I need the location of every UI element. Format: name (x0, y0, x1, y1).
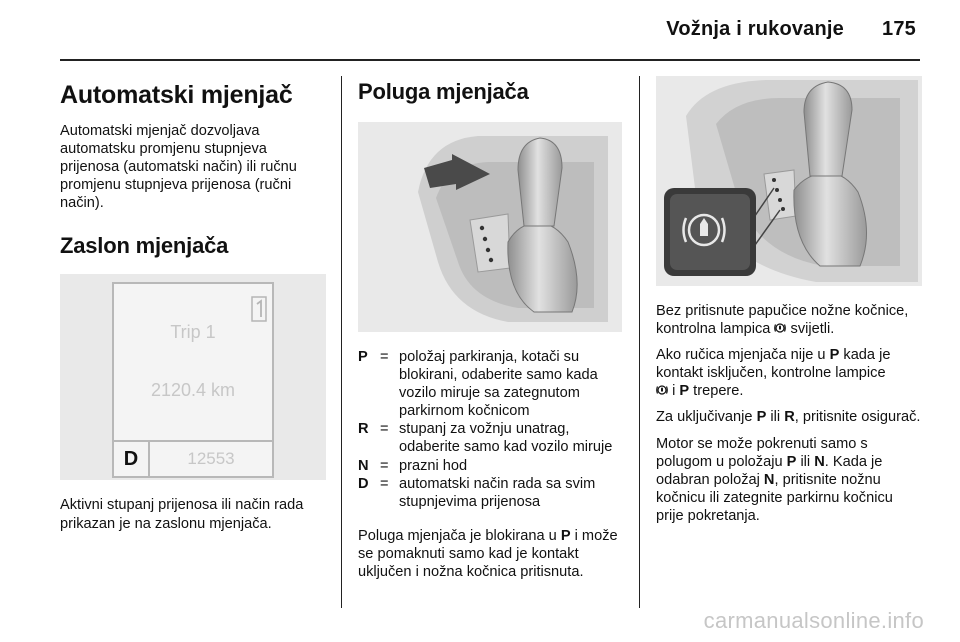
transmission-display (112, 282, 274, 478)
position-letter: N (814, 453, 825, 470)
display-caption: Aktivni stupanj prijenosa ili način rada prikazan je na zaslonu mjenjača. (60, 497, 304, 532)
text-fragment: Motor se može pokrenuti samo s polugom u položaju (656, 435, 868, 470)
shift-lock-figure (656, 76, 922, 286)
ignition-off-paragraph (656, 346, 922, 400)
trip-label: Trip 1 (170, 322, 216, 343)
release-button-paragraph (656, 408, 922, 426)
trip-distance: 2120.4 km (150, 380, 236, 401)
position-letter: N (763, 471, 775, 488)
column-divider (341, 76, 342, 608)
subsection-title: Zaslon mjenjača (60, 233, 229, 259)
legend-sep: = (380, 457, 389, 474)
text-fragment: , pritisnite nožnu kočnicu ili zategnite parkirnu kočnicu prije pokretanja. (656, 471, 893, 524)
text-fragment: ili (770, 409, 781, 426)
engine-start-paragraph (656, 435, 922, 525)
legend-text: automatski način rada sa svim stupnjevima prijenosa (399, 475, 596, 510)
selector-lever-illustration (358, 122, 622, 332)
legend-text: stupanj za vožnju unatrag, odaberite samo kad vozilo miruje (399, 421, 613, 456)
column-divider (639, 76, 640, 608)
legend-row (358, 475, 622, 511)
subsection-title: Poluga mjenjača (358, 79, 529, 104)
legend-row (358, 348, 622, 420)
display-bottom-row (114, 440, 272, 476)
text-fragment: i može se pomaknuti samo kad je kontakt uključen i nožna kočnica pritisnuta. (358, 527, 618, 581)
transmission-display-figure (60, 274, 326, 480)
current-gear: D (114, 442, 150, 476)
position-letter: P (786, 453, 797, 470)
text-fragment: ili (800, 453, 811, 470)
intro-paragraph: Automatski mjenjač dozvoljava automatsku promjenu stupnjeva prijenosa (automatski način) ili ručnu promjenu stupnjeva prijenosa (ručni način). (60, 123, 297, 212)
gear-shift-indicator-icon (251, 296, 267, 322)
selector-lever-figure (358, 122, 622, 332)
brake-pedal-warning-icon (774, 322, 786, 334)
watermark: carmanualsonline.info (703, 608, 924, 633)
legend-row (358, 457, 622, 475)
text-fragment: Ako ručica mjenjača nije u (656, 347, 826, 364)
text-fragment: Za uključivanje (656, 409, 753, 426)
brake-pedal-warning-icon (656, 384, 668, 396)
legend-sep: = (380, 421, 389, 438)
text-fragment: , pritisnite osigurač. (794, 409, 921, 426)
running-header (666, 18, 916, 41)
shift-lock-illustration (656, 76, 922, 286)
column-2 (358, 60, 622, 581)
text-fragment: kada je kontakt isključen, kontrolne lampice (656, 347, 891, 382)
legend-key: N (358, 457, 369, 474)
position-letter: P (560, 527, 571, 544)
brake-lamp-paragraph (656, 302, 922, 338)
legend-sep: = (380, 349, 389, 365)
text-fragment: svijetli. (790, 321, 835, 338)
legend-key: P (358, 349, 368, 365)
column-3 (656, 60, 922, 525)
legend-key: D (358, 475, 369, 492)
lever-lock-paragraph (358, 527, 622, 581)
odometer-value: 12553 (187, 449, 235, 469)
position-legend (358, 348, 622, 511)
position-letter: R (784, 409, 795, 426)
legend-key: R (358, 421, 369, 438)
legend-text: položaj parkiranja, kotači su blokirani, odaberite samo kada vozilo miruje sa zategnutom parkirnom kočnicom (399, 349, 598, 420)
text-fragment: i (672, 383, 676, 400)
text-fragment: . Kada je odabran položaj (656, 453, 883, 488)
text-fragment: Poluga mjenjača je blokirana u (358, 527, 557, 544)
position-letter: P (756, 409, 767, 426)
running-header-section: Vožnja i rukovanje (666, 18, 845, 40)
text-fragment: trepere. (693, 383, 744, 400)
text-fragment: Bez pritisnute papučice nožne kočnice, kontrolna lampica (656, 303, 909, 338)
legend-row (358, 420, 622, 456)
page-number: 175 (882, 18, 916, 40)
legend-text: prazni hod (399, 457, 468, 474)
section-title: Automatski mjenjač (60, 81, 293, 109)
position-letter: P (679, 383, 690, 400)
position-letter: P (829, 347, 840, 364)
legend-sep: = (380, 475, 389, 492)
column-1 (60, 60, 326, 533)
